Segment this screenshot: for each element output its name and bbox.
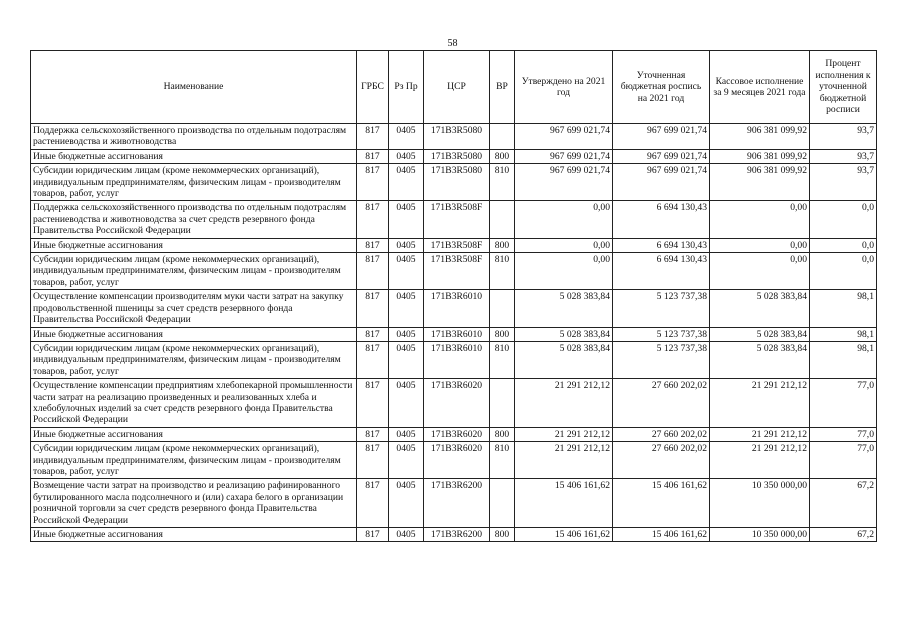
- cell-grbs: 817: [357, 124, 389, 150]
- cell-rz-pr: 0405: [389, 442, 424, 479]
- cell-cash: 21 291 212,12: [710, 427, 810, 441]
- cell-percent: 93,7: [810, 164, 877, 201]
- cell-refined: 5 123 737,38: [613, 341, 710, 378]
- header-csr: ЦСР: [424, 51, 490, 124]
- table-row: [31, 427, 877, 441]
- cell-csr: 171В3R6010: [424, 341, 490, 378]
- cell-cash: 0,00: [710, 253, 810, 290]
- cell-vr: [490, 379, 515, 428]
- cell-refined: 967 699 021,74: [613, 164, 710, 201]
- cell-csr: 171В3R508F: [424, 253, 490, 290]
- cell-refined: 27 660 202,02: [613, 442, 710, 479]
- cell-csr: 171В3R6010: [424, 290, 490, 327]
- cell-name: Иные бюджетные ассигнования: [31, 327, 357, 341]
- cell-refined: 5 123 737,38: [613, 327, 710, 341]
- cell-approved: 0,00: [515, 253, 613, 290]
- cell-cash: 0,00: [710, 238, 810, 252]
- cell-vr: [490, 201, 515, 238]
- cell-percent: 98,1: [810, 290, 877, 327]
- cell-csr: 171В3R6010: [424, 327, 490, 341]
- table-row: [31, 253, 877, 290]
- header-refined: Уточненная бюджетная роспись на 2021 год: [613, 51, 710, 124]
- cell-vr: 800: [490, 528, 515, 542]
- cell-rz-pr: 0405: [389, 379, 424, 428]
- cell-grbs: 817: [357, 238, 389, 252]
- cell-percent: 77,0: [810, 442, 877, 479]
- cell-percent: 93,7: [810, 124, 877, 150]
- cell-csr: 171В3R5080: [424, 149, 490, 163]
- cell-csr: 171В3R5080: [424, 124, 490, 150]
- cell-grbs: 817: [357, 253, 389, 290]
- cell-cash: 5 028 383,84: [710, 341, 810, 378]
- cell-grbs: 817: [357, 442, 389, 479]
- cell-name: Возмещение части затрат на производство и реализацию рафинированного бутилированного масла подсолнечного и (или) сахара белого в организации розничной торговли за счет средств резервного фонда Правительства Российской Федерации: [31, 479, 357, 528]
- cell-grbs: 817: [357, 341, 389, 378]
- cell-cash: 5 028 383,84: [710, 290, 810, 327]
- cell-cash: 0,00: [710, 201, 810, 238]
- cell-grbs: 817: [357, 327, 389, 341]
- cell-vr: 810: [490, 253, 515, 290]
- cell-rz-pr: 0405: [389, 479, 424, 528]
- cell-grbs: 817: [357, 164, 389, 201]
- cell-refined: 27 660 202,02: [613, 427, 710, 441]
- cell-rz-pr: 0405: [389, 253, 424, 290]
- table-row: [31, 201, 877, 238]
- cell-cash: 21 291 212,12: [710, 379, 810, 428]
- cell-csr: 171В3R6200: [424, 528, 490, 542]
- cell-refined: 15 406 161,62: [613, 479, 710, 528]
- header-rz-pr: Рз Пр: [389, 51, 424, 124]
- table-row: [31, 442, 877, 479]
- budget-execution-table: [30, 50, 877, 542]
- cell-refined: 967 699 021,74: [613, 149, 710, 163]
- cell-refined: 5 123 737,38: [613, 290, 710, 327]
- cell-vr: 800: [490, 149, 515, 163]
- table-row: [31, 528, 877, 542]
- cell-percent: 67,2: [810, 528, 877, 542]
- cell-name: Иные бюджетные ассигнования: [31, 149, 357, 163]
- cell-vr: [490, 290, 515, 327]
- cell-cash: 906 381 099,92: [710, 149, 810, 163]
- cell-grbs: 817: [357, 379, 389, 428]
- cell-refined: 6 694 130,43: [613, 201, 710, 238]
- cell-name: Поддержка сельскохозяйственного производства по отдельным подотраслям растениеводства и животноводства: [31, 124, 357, 150]
- cell-grbs: 817: [357, 479, 389, 528]
- cell-percent: 77,0: [810, 427, 877, 441]
- cell-csr: 171В3R5080: [424, 164, 490, 201]
- cell-cash: 10 350 000,00: [710, 479, 810, 528]
- header-approved: Утверждено на 2021 год: [515, 51, 613, 124]
- cell-approved: 21 291 212,12: [515, 427, 613, 441]
- cell-rz-pr: 0405: [389, 528, 424, 542]
- cell-vr: 800: [490, 327, 515, 341]
- cell-name: Субсидии юридическим лицам (кроме некоммерческих организаций), индивидуальным предпринимателям, физическим лицам - производителям товаров, работ, услуг: [31, 164, 357, 201]
- header-cash: Кассовое исполнение за 9 месяцев 2021 года: [710, 51, 810, 124]
- cell-csr: 171В3R6020: [424, 442, 490, 479]
- cell-rz-pr: 0405: [389, 149, 424, 163]
- header-vr: ВР: [490, 51, 515, 124]
- header-percent: Процент исполнения к уточненной бюджетной росписи: [810, 51, 877, 124]
- cell-rz-pr: 0405: [389, 164, 424, 201]
- table-row: [31, 479, 877, 528]
- page-number: 58: [447, 38, 458, 49]
- cell-csr: 171В3R508F: [424, 201, 490, 238]
- cell-name: Поддержка сельскохозяйственного производства по отдельным подотраслям растениеводства и животноводства за счет средств резервного фонда Правительства Российской Федерации: [31, 201, 357, 238]
- cell-approved: 5 028 383,84: [515, 341, 613, 378]
- header-grbs: ГРБС: [357, 51, 389, 124]
- cell-rz-pr: 0405: [389, 327, 424, 341]
- cell-csr: 171В3R508F: [424, 238, 490, 252]
- table-row: [31, 379, 877, 428]
- cell-rz-pr: 0405: [389, 427, 424, 441]
- cell-rz-pr: 0405: [389, 201, 424, 238]
- cell-approved: 21 291 212,12: [515, 442, 613, 479]
- table-body: [31, 124, 877, 542]
- cell-approved: 15 406 161,62: [515, 479, 613, 528]
- cell-vr: [490, 479, 515, 528]
- cell-rz-pr: 0405: [389, 238, 424, 252]
- cell-approved: 967 699 021,74: [515, 124, 613, 150]
- cell-percent: 93,7: [810, 149, 877, 163]
- cell-name: Осуществление компенсации производителям муки части затрат на закупку продовольственной пшеницы за счет средств резервного фонда Правительства Российской Федерации: [31, 290, 357, 327]
- cell-vr: 800: [490, 238, 515, 252]
- table-row: [31, 124, 877, 150]
- cell-percent: 0,0: [810, 253, 877, 290]
- table-row: [31, 327, 877, 341]
- table-row: [31, 290, 877, 327]
- cell-approved: 15 406 161,62: [515, 528, 613, 542]
- cell-percent: 98,1: [810, 327, 877, 341]
- cell-csr: 171В3R6020: [424, 427, 490, 441]
- cell-percent: 0,0: [810, 201, 877, 238]
- cell-name: Субсидии юридическим лицам (кроме некоммерческих организаций), индивидуальным предпринимателям, физическим лицам - производителям товаров, работ, услуг: [31, 341, 357, 378]
- cell-approved: 5 028 383,84: [515, 290, 613, 327]
- cell-vr: 810: [490, 164, 515, 201]
- cell-percent: 77,0: [810, 379, 877, 428]
- cell-rz-pr: 0405: [389, 290, 424, 327]
- cell-grbs: 817: [357, 427, 389, 441]
- cell-approved: 0,00: [515, 201, 613, 238]
- cell-grbs: 817: [357, 528, 389, 542]
- cell-percent: 67,2: [810, 479, 877, 528]
- cell-approved: 967 699 021,74: [515, 164, 613, 201]
- cell-vr: 810: [490, 442, 515, 479]
- cell-cash: 906 381 099,92: [710, 124, 810, 150]
- cell-name: Субсидии юридическим лицам (кроме некоммерческих организаций), индивидуальным предпринимателям, физическим лицам - производителям товаров, работ, услуг: [31, 442, 357, 479]
- cell-name: Иные бюджетные ассигнования: [31, 238, 357, 252]
- table-row: [31, 149, 877, 163]
- cell-cash: 906 381 099,92: [710, 164, 810, 201]
- cell-percent: 98,1: [810, 341, 877, 378]
- cell-rz-pr: 0405: [389, 124, 424, 150]
- header-name: Наименование: [31, 51, 357, 124]
- cell-refined: 6 694 130,43: [613, 253, 710, 290]
- cell-name: Иные бюджетные ассигнования: [31, 427, 357, 441]
- cell-refined: 27 660 202,02: [613, 379, 710, 428]
- cell-refined: 15 406 161,62: [613, 528, 710, 542]
- cell-csr: 171В3R6020: [424, 379, 490, 428]
- cell-name: Осуществление компенсации предприятиям хлебопекарной промышленности части затрат на реализацию произведенных и реализованных хлеба и хлебобулочных изделий за счет средств резервного фонда Правительства Российской Федерации: [31, 379, 357, 428]
- table-header-row: [31, 51, 877, 124]
- cell-approved: 967 699 021,74: [515, 149, 613, 163]
- cell-grbs: 817: [357, 201, 389, 238]
- table-row: [31, 238, 877, 252]
- cell-refined: 967 699 021,74: [613, 124, 710, 150]
- cell-percent: 0,0: [810, 238, 877, 252]
- cell-cash: 5 028 383,84: [710, 327, 810, 341]
- cell-cash: 10 350 000,00: [710, 528, 810, 542]
- cell-name: Субсидии юридическим лицам (кроме некоммерческих организаций), индивидуальным предпринимателям, физическим лицам - производителям товаров, работ, услуг: [31, 253, 357, 290]
- cell-cash: 21 291 212,12: [710, 442, 810, 479]
- cell-approved: 21 291 212,12: [515, 379, 613, 428]
- cell-grbs: 817: [357, 290, 389, 327]
- cell-name: Иные бюджетные ассигнования: [31, 528, 357, 542]
- cell-csr: 171В3R6200: [424, 479, 490, 528]
- cell-refined: 6 694 130,43: [613, 238, 710, 252]
- cell-grbs: 817: [357, 149, 389, 163]
- cell-vr: 800: [490, 427, 515, 441]
- cell-approved: 0,00: [515, 238, 613, 252]
- cell-rz-pr: 0405: [389, 341, 424, 378]
- table-row: [31, 164, 877, 201]
- cell-vr: 810: [490, 341, 515, 378]
- cell-approved: 5 028 383,84: [515, 327, 613, 341]
- table-row: [31, 341, 877, 378]
- cell-vr: [490, 124, 515, 150]
